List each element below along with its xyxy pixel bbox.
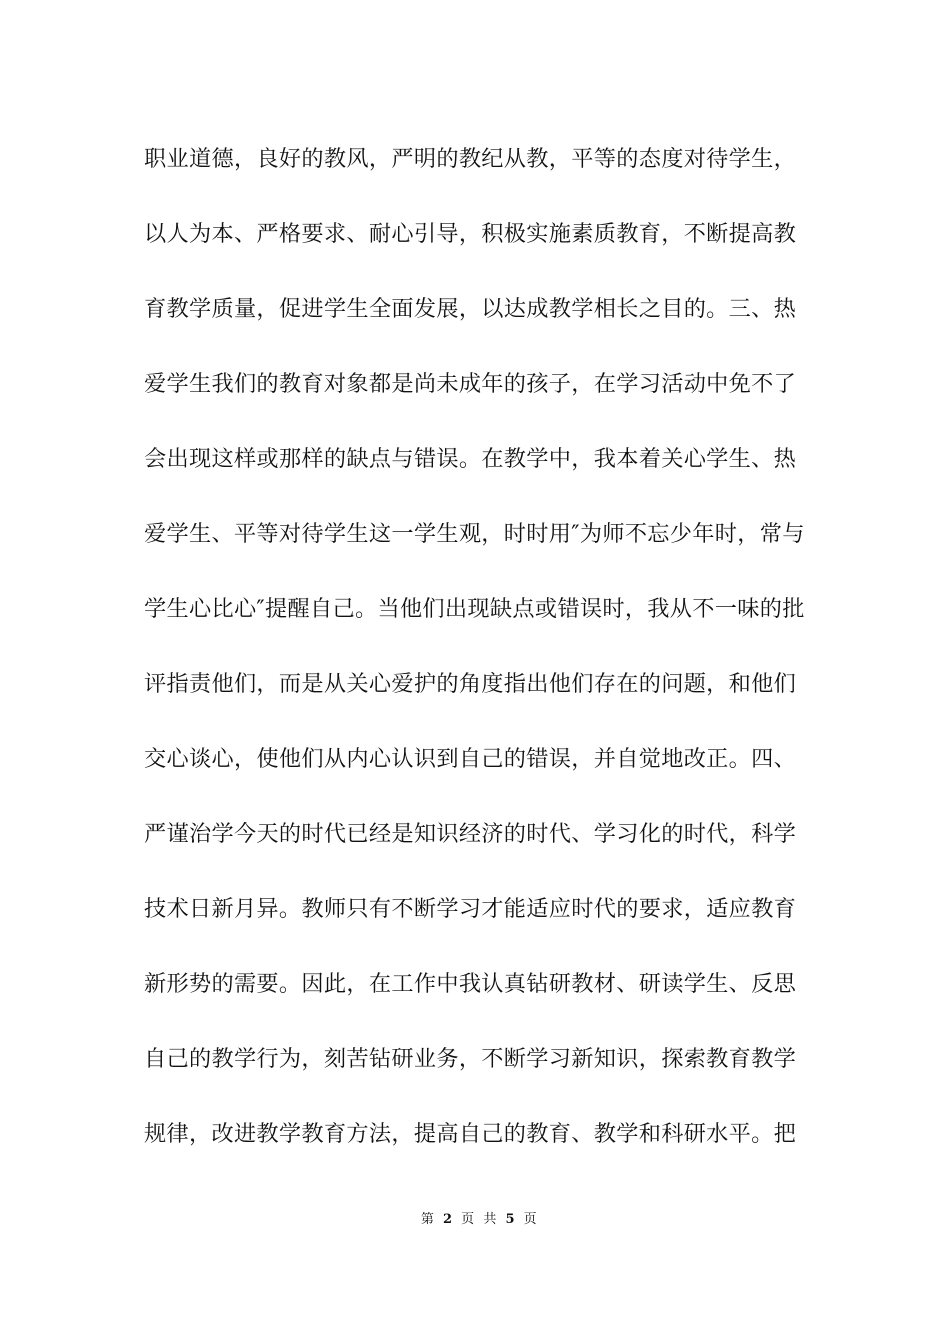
text-line-13: 自己的教学行为，刻苦钻研业务，不断学习新知识，探索教育教学 [144,1046,797,1072]
text-line-1: 职业道德，良好的教风，严明的教纪从教，平等的态度对待学生， [144,146,797,172]
footer-page-word: 页 [461,1212,475,1227]
page-footer [0,1208,950,1227]
text-line-6: 爱学生、平等对待学生这一学生观，时时用″为师不忘少年时，常与 [144,521,805,547]
text-line-4: 爱学生我们的教育对象都是尚未成年的孩子，在学习活动中免不了 [144,371,797,397]
text-line-14: 规律，改进教学教育方法，提高自己的教育、教学和科研水平。把 [144,1121,797,1147]
text-line-2: 以人为本、严格要求、耐心引导，积极实施素质教育，不断提高教 [144,221,797,247]
footer-prefix: 第 [420,1212,435,1227]
footer-total-word: 共 [483,1212,497,1227]
text-line-9: 交心谈心，使他们从内心认识到自己的错误，并自觉地改正。四、 [144,746,797,772]
text-line-3: 育教学质量，促进学生全面发展，以达成教学相长之目的。三、热 [144,296,797,322]
footer-suffix: 页 [523,1212,538,1227]
body-text [144,132,824,1182]
footer-total-pages: 5 [505,1212,516,1227]
text-line-10: 严谨治学今天的时代已经是知识经济的时代、学习化的时代，科学 [144,821,797,847]
text-line-11: 技术日新月异。教师只有不断学习才能适应时代的要求，适应教育 [144,896,797,922]
footer-current-page: 2 [442,1212,453,1227]
text-line-12: 新形势的需要。因此，在工作中我认真钻研教材、研读学生、反思 [144,971,797,997]
text-line-7: 学生心比心″提醒自己。当他们出现缺点或错误时，我从不一味的批 [144,596,805,622]
text-line-8: 评指责他们，而是从关心爱护的角度指出他们存在的问题，和他们 [144,671,797,697]
text-line-5: 会出现这样或那样的缺点与错误。在教学中，我本着关心学生、热 [144,446,797,472]
